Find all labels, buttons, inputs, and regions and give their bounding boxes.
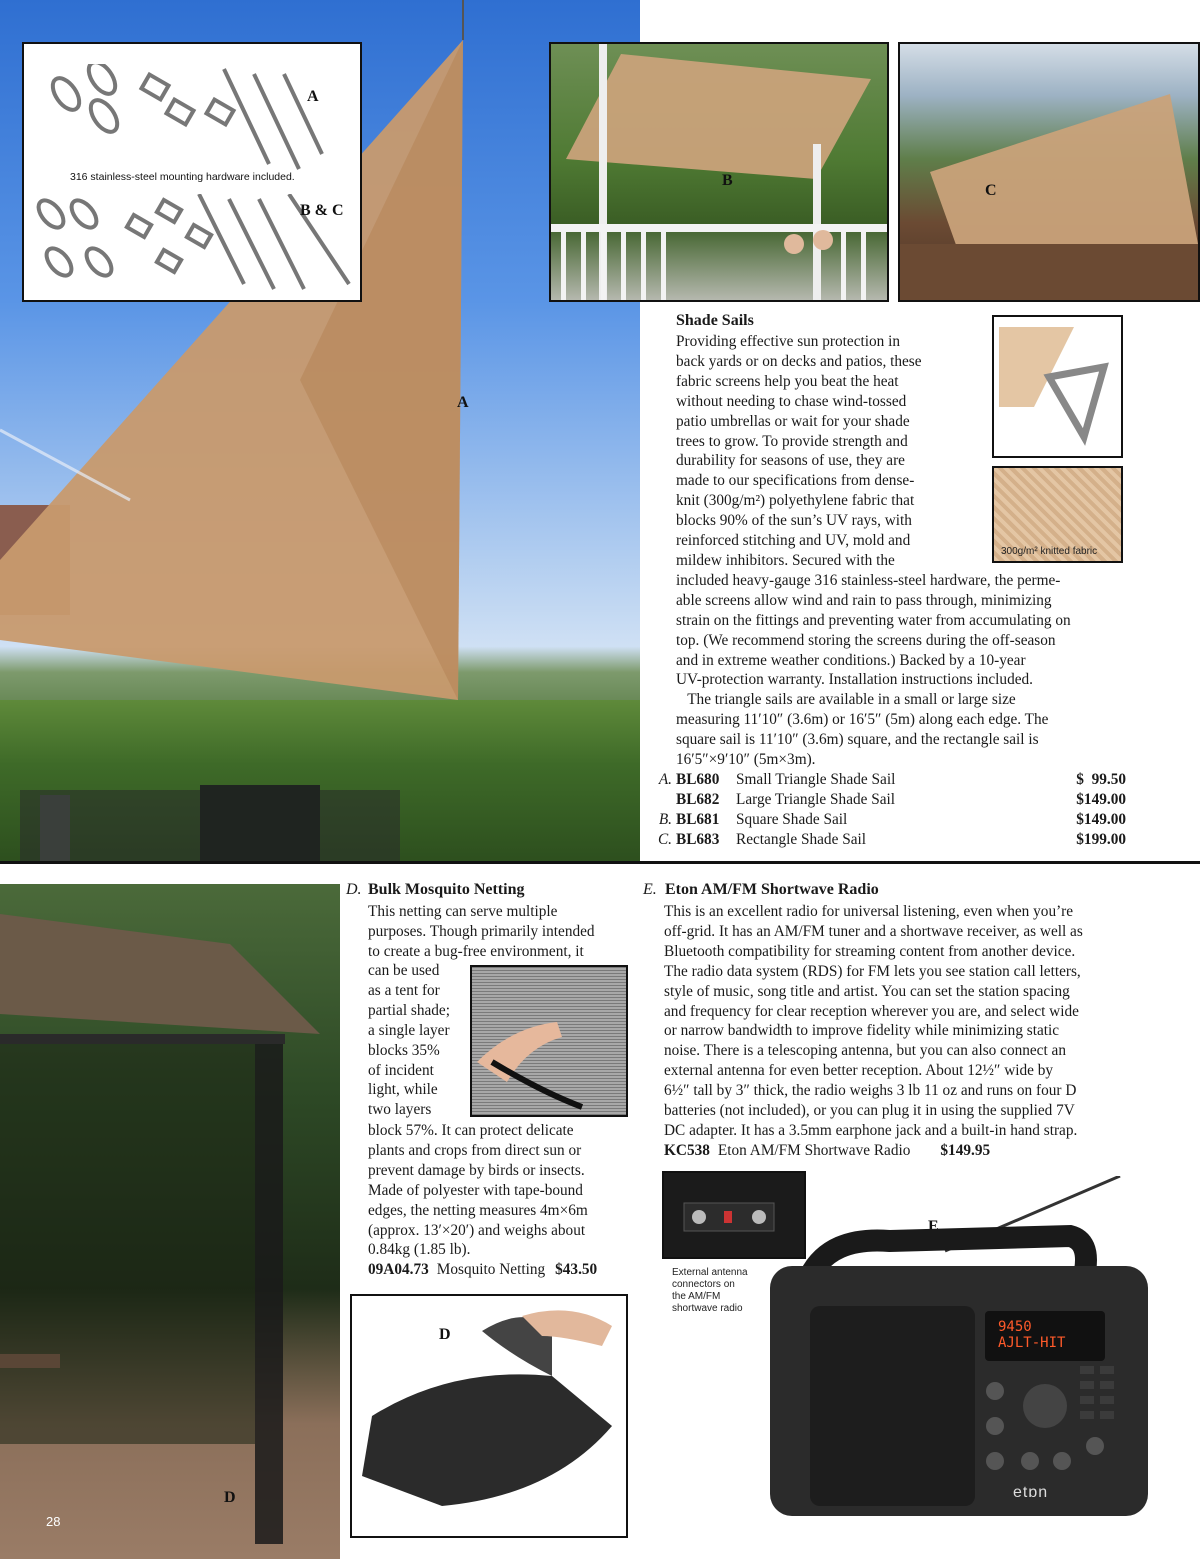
item-sku: BL680	[676, 771, 720, 788]
sail-b-photo	[549, 42, 889, 302]
radio-title: Eton AM/FM Shortwave Radio	[665, 881, 879, 898]
text-line: style of music, song title and artist. You can set the station spacing	[664, 982, 1070, 1000]
text-line: knit (300g/m²) polyethylene fabric that	[676, 492, 915, 510]
text-line: off-grid. It has an AM/FM tuner and a shortwave receiver, as well as	[664, 922, 1083, 940]
photo-label-d-fold: D	[439, 1326, 451, 1343]
text-line: plants and crops from direct sun or	[368, 1141, 582, 1159]
text-line: partial shade;	[368, 1001, 450, 1019]
display-rds-text: AJLT-HIT	[998, 1335, 1066, 1351]
gazebo-netting-photo	[0, 884, 340, 1559]
radio-photo	[770, 1176, 1150, 1521]
caption-line: External antenna	[672, 1267, 748, 1278]
text-line: light, while	[368, 1081, 438, 1099]
photo-label-e: E	[928, 1218, 939, 1235]
mosquito-name: Mosquito Netting	[436, 1261, 546, 1278]
sail-c-photo	[898, 42, 1200, 302]
item-letter: A.	[658, 771, 672, 788]
price-row	[650, 830, 1126, 850]
text-line: made to our specifications from dense-	[676, 472, 915, 490]
text-line: able screens allow wind and rain to pass through, minimizing	[676, 591, 1052, 609]
item-name: Small Triangle Shade Sail	[736, 771, 896, 788]
text-line: or narrow bandwidth to improve fidelity while minimizing static	[664, 1022, 1060, 1040]
shade-sails-title: Shade Sails	[676, 312, 754, 329]
shade-sails-description	[676, 332, 1126, 770]
hand-holding-netting-icon	[472, 967, 626, 1115]
text-line: (approx. 13′×20′) and weighs about	[368, 1221, 586, 1239]
text-line: purposes. Though primarily intended	[368, 922, 595, 940]
swatch-caption: 300g/m² knitted fabric	[1001, 546, 1098, 557]
text-line: mildew inhibitors. Secured with the	[676, 551, 895, 569]
text-line: Providing effective sun protection in	[676, 333, 901, 350]
text-line: without needing to chase wind-tossed	[676, 392, 907, 410]
text-line: trees to grow. To provide strength and	[676, 432, 908, 450]
text-line: Bluetooth compatibility for streaming content from another device.	[664, 942, 1076, 960]
hardware-panel	[22, 42, 362, 302]
text-line: This is an excellent radio for universal listening, even when you’re	[664, 903, 1074, 920]
text-line: blocks 35%	[368, 1041, 440, 1059]
text-line: The radio data system (RDS) for FM lets you see station call letters,	[664, 962, 1081, 980]
mosquito-price: $43.50	[555, 1261, 598, 1278]
text-line: UV-protection warranty. Installation instructions included.	[676, 671, 1033, 689]
item-sku: BL683	[676, 830, 720, 848]
item-letter: C.	[657, 830, 672, 848]
text-line: The triangle sails are available in a small or large size	[676, 691, 1016, 709]
price-row	[650, 790, 1126, 810]
text-line: edges, the netting measures 4m×6m	[368, 1201, 588, 1219]
text-line: prevent damage by birds or insects.	[368, 1161, 585, 1179]
text-line: a single layer	[368, 1021, 450, 1039]
item-price: $ 99.50	[1076, 771, 1126, 788]
price-row	[650, 810, 1126, 830]
text-line: and frequency for clear reception wherever you are, and select wide	[664, 1002, 1079, 1020]
item-price: $199.00	[1076, 830, 1126, 848]
text-line: 0.84kg (1.85 lb).	[368, 1241, 471, 1259]
radio-heading	[643, 881, 879, 899]
text-line: fabric screens help you beat the heat	[676, 372, 899, 390]
shade-sails-price-list	[650, 770, 1126, 850]
caption-line: shortwave radio	[672, 1303, 743, 1314]
radio-order-line	[664, 1141, 990, 1161]
section-divider	[0, 861, 1200, 864]
radio-name: Eton AM/FM Shortwave Radio	[717, 1142, 911, 1159]
radio-graphic	[770, 1176, 1150, 1521]
square-sail-graphic	[551, 44, 887, 300]
mosquito-description-top	[368, 902, 632, 962]
mosquito-title: Bulk Mosquito Netting	[368, 881, 525, 898]
radio-letter: E.	[643, 881, 657, 898]
folded-netting-photo	[350, 1294, 628, 1538]
mosquito-description-bottom	[368, 1121, 632, 1260]
item-price: $149.00	[1076, 790, 1126, 808]
hardware-a-icons	[44, 64, 324, 184]
caption-line: the AM/FM	[672, 1291, 721, 1302]
text-line: Made of polyester with tape-bound	[368, 1181, 583, 1199]
hardware-label-a: A	[307, 88, 319, 105]
text-line: square sail is 11′10″ (3.6m) square, and the rectangle sail is	[676, 731, 1039, 749]
mosquito-description-narrow	[368, 961, 468, 1120]
gazebo-graphic	[0, 884, 340, 1559]
text-line: DC adapter. It has a 3.5mm earphone jack and a built-in hand strap.	[664, 1121, 1078, 1139]
text-line: of incident	[368, 1061, 434, 1079]
item-name: Square Shade Sail	[736, 810, 848, 828]
text-line: to create a bug-free environment, it	[368, 942, 584, 960]
text-line: external antenna for even better reception. About 12½″ wide by	[664, 1062, 1054, 1080]
photo-label-b: B	[722, 172, 733, 189]
text-line: reinforced stitching and UV, mold and	[676, 532, 911, 550]
item-letter: B.	[658, 810, 672, 828]
rectangle-sail-graphic	[900, 44, 1198, 300]
antenna-caption	[672, 1267, 748, 1315]
patio-furniture	[20, 780, 400, 862]
text-line: as a tent for	[368, 981, 440, 999]
text-line: block 57%. It can protect delicate	[368, 1122, 574, 1139]
item-sku: BL682	[676, 790, 720, 808]
hardware-label-bc: B & C	[300, 202, 344, 219]
mosquito-sku: 09A04.73	[368, 1261, 429, 1278]
mosquito-letter: D.	[346, 881, 362, 898]
text-line: top. (We recommend storing the screens during the off-season	[676, 631, 1056, 649]
text-line: blocks 90% of the sun’s UV rays, with	[676, 512, 912, 530]
text-line: patio umbrellas or wait for your shade	[676, 412, 910, 430]
radio-price: $149.95	[940, 1142, 991, 1159]
item-price: $149.00	[1076, 810, 1126, 828]
item-sku: BL681	[676, 810, 720, 828]
netting-closeup-photo	[470, 965, 628, 1117]
text-line: 6½″ tall by 3″ thick, the radio weighs 3 lb 11 oz and runs on four D	[664, 1082, 1077, 1100]
text-line: can be used	[368, 962, 440, 979]
text-line: 16′5″×9′10″ (5m×3m).	[676, 751, 816, 769]
radio-description	[664, 902, 1184, 1141]
text-line: measuring 11′10″ (3.6m) or 16′5″ (5m) along each edge. The	[676, 711, 1049, 729]
radio-brand-logo: etɒn	[1013, 1484, 1049, 1501]
text-line: strain on the fittings and preventing water from accumulating on	[676, 611, 1071, 629]
photo-label-a: A	[457, 394, 469, 411]
photo-label-c: C	[985, 182, 997, 199]
text-line: This netting can serve multiple	[368, 903, 558, 920]
item-name: Rectangle Shade Sail	[736, 830, 866, 848]
text-line: durability for seasons of use, they are	[676, 452, 905, 470]
radio-display	[998, 1319, 1065, 1351]
radio-sku: KC538	[664, 1142, 710, 1159]
text-line: two layers	[368, 1101, 432, 1119]
mosquito-order-line	[368, 1260, 632, 1280]
display-frequency: 9450	[998, 1319, 1032, 1335]
hardware-caption: 316 stainless-steel mounting hardware included.	[70, 171, 295, 183]
text-line: back yards or on decks and patios, these	[676, 352, 922, 370]
price-row	[650, 770, 1126, 790]
text-line: included heavy-gauge 316 stainless-steel hardware, the perme-	[676, 571, 1061, 589]
item-name: Large Triangle Shade Sail	[736, 790, 896, 808]
mosquito-heading	[346, 881, 524, 899]
text-line: batteries (not included), or you can plug it in using the supplied 7V	[664, 1102, 1075, 1120]
text-line: and in extreme weather conditions.) Backed by a 10-year	[676, 651, 1026, 669]
caption-line: connectors on	[672, 1279, 735, 1290]
folded-netting-icon	[352, 1296, 626, 1536]
photo-label-d-gazebo: D	[224, 1489, 236, 1506]
text-line: noise. There is a telescoping antenna, but you can also connect an	[664, 1042, 1066, 1060]
item-letter	[650, 790, 676, 810]
page-number: 28	[46, 1514, 61, 1529]
